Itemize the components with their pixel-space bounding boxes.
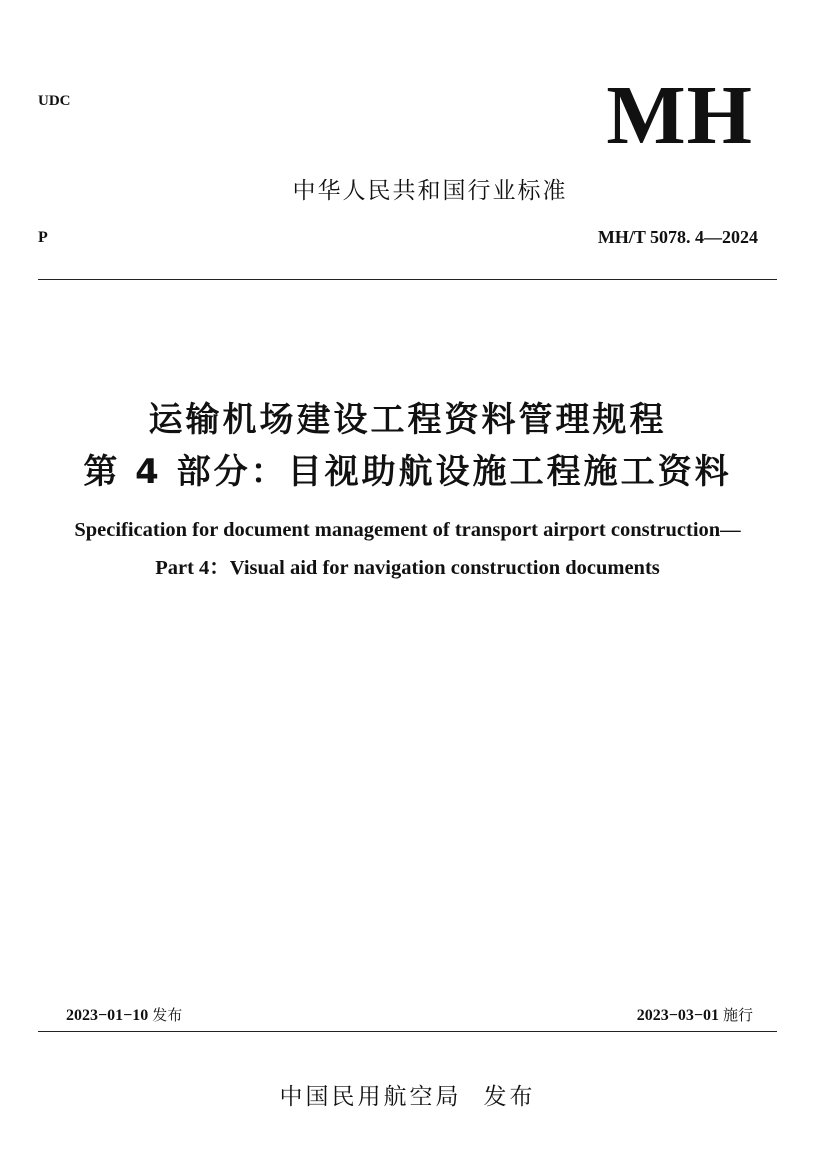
chinese-title-line-2: 第 4 部分：目视助航设施工程施工资料 bbox=[83, 452, 732, 492]
publisher-name: 中国民用航空局 bbox=[279, 1084, 462, 1110]
chinese-title-line-1: 运输机场建设工程资料管理规程 bbox=[148, 400, 667, 440]
implementation-date-label: 施行 bbox=[722, 1006, 753, 1024]
mh-logo: MH bbox=[606, 69, 753, 162]
top-divider bbox=[38, 279, 777, 280]
issue-date-label: 发布 bbox=[152, 1006, 183, 1024]
publish-label: 发布 bbox=[483, 1084, 536, 1110]
english-title-line-2: Part 4：Visual aid for navigation construction documents bbox=[155, 557, 660, 579]
standard-number: MH/T 5078. 4—2024 bbox=[597, 227, 758, 247]
implementation-date bbox=[637, 1004, 753, 1025]
classification-code: P bbox=[38, 229, 48, 246]
issue-date-value: 2023−01−10 bbox=[66, 1007, 149, 1024]
udc-label: UDC bbox=[38, 93, 71, 109]
implementation-date-value: 2023−03−01 bbox=[636, 1007, 719, 1024]
english-title-line-1: Specification for document management of transport airport construction— bbox=[74, 519, 741, 541]
issue-date bbox=[66, 1004, 182, 1025]
bottom-divider bbox=[38, 1031, 777, 1032]
publisher-line bbox=[0, 1078, 815, 1111]
industry-standard-heading: 中华人民共和国行业标准 bbox=[292, 178, 568, 204]
